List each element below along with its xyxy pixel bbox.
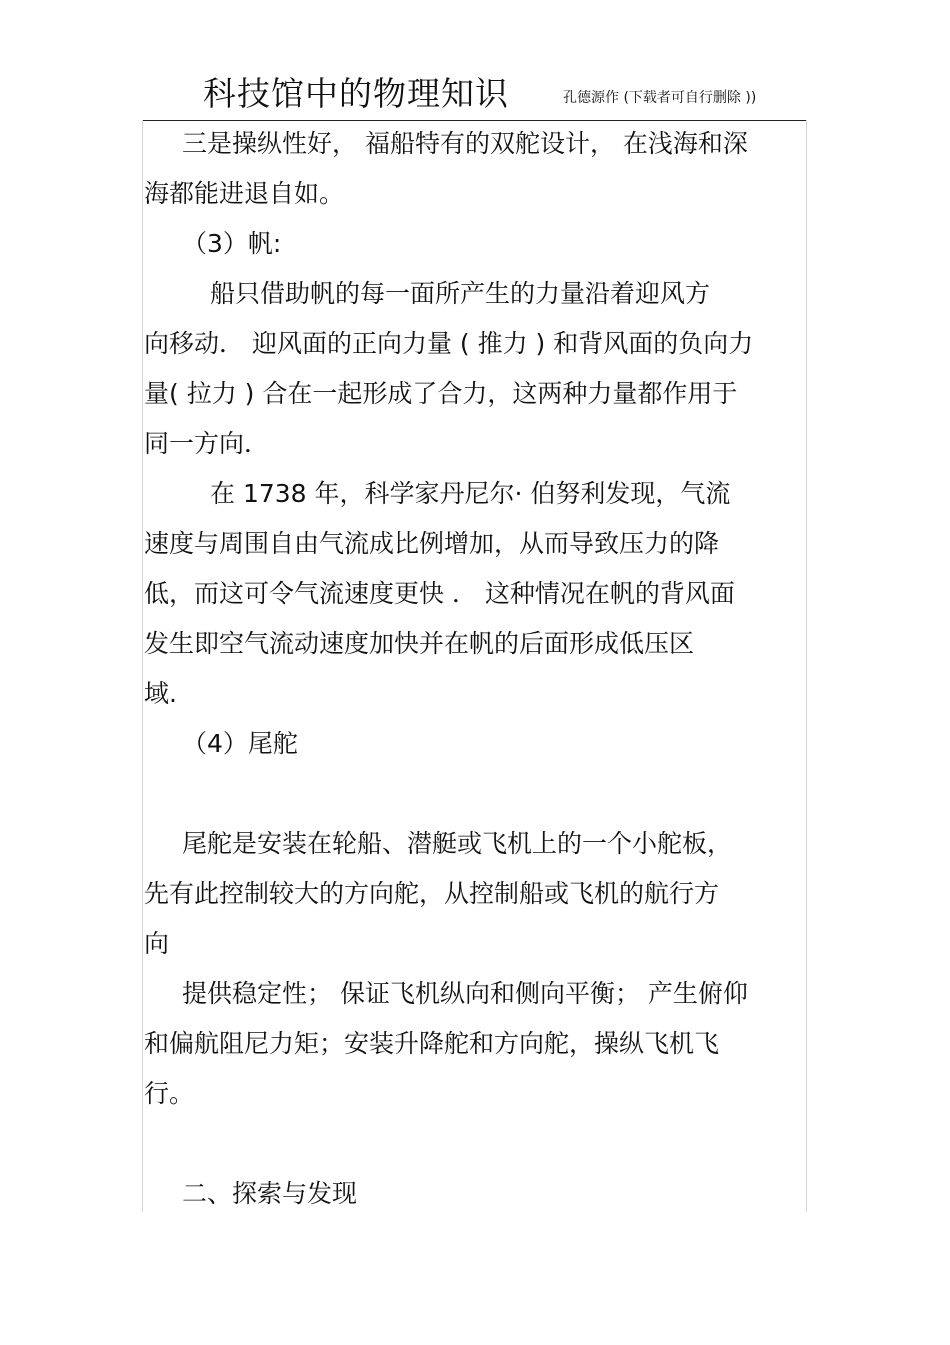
text-line: 量( 拉力 ) 合在一起形成了合力，这两种力量都作用于 <box>144 379 738 408</box>
section-heading: （4）尾舵 <box>182 729 298 758</box>
right-margin-line <box>806 120 807 1212</box>
text-line: 在 1738 年，科学家丹尼尔· 伯努利发现，气流 <box>210 479 731 508</box>
text-line: 低，而这可令气流速度更快 ． 这种情况在帆的背风面 <box>144 579 735 608</box>
page-title: 科技馆中的物理知识 <box>203 74 509 113</box>
left-margin-line <box>142 120 143 1212</box>
text-line: 提供稳定性； 保证飞机纵向和侧向平衡； 产生俯仰 <box>182 979 748 1008</box>
section-heading: 二、探索与发现 <box>182 1179 358 1208</box>
text-line: 尾舵是安装在轮船、潜艇或飞机上的一个小舵板， <box>182 829 733 858</box>
text-line: 行。 <box>144 1079 195 1108</box>
text-line: 向 <box>144 929 170 958</box>
text-line: 同一方向． <box>144 429 270 458</box>
text-line: 船只借助帆的每一面所产生的力量沿着迎风方 <box>210 279 711 308</box>
text-line: 向移动． 迎风面的正向力量 ( 推力 ) 和背风面的负向力 <box>144 329 754 358</box>
text-line: 发生即空气流动速度加快并在帆的后面形成低压区 <box>144 629 695 658</box>
text-line: 先有此控制较大的方向舵，从控制船或飞机的航行方 <box>144 879 720 908</box>
author-note: 孔德源作 (下载者可自行删除 )) <box>563 90 757 106</box>
section-heading: （3）帆: <box>182 229 282 258</box>
text-line: 速度与周围自由气流成比例增加，从而导致压力的降 <box>144 529 720 558</box>
header-rule <box>142 120 807 121</box>
text-line: 域. <box>144 679 177 708</box>
text-line: 和偏航阻尼力矩；安装升降舵和方向舵，操纵飞机飞 <box>144 1029 720 1058</box>
text-line: 三是操纵性好， 福船特有的双舵设计， 在浅海和深 <box>182 129 748 158</box>
text-line: 海都能进退自如。 <box>144 179 345 208</box>
